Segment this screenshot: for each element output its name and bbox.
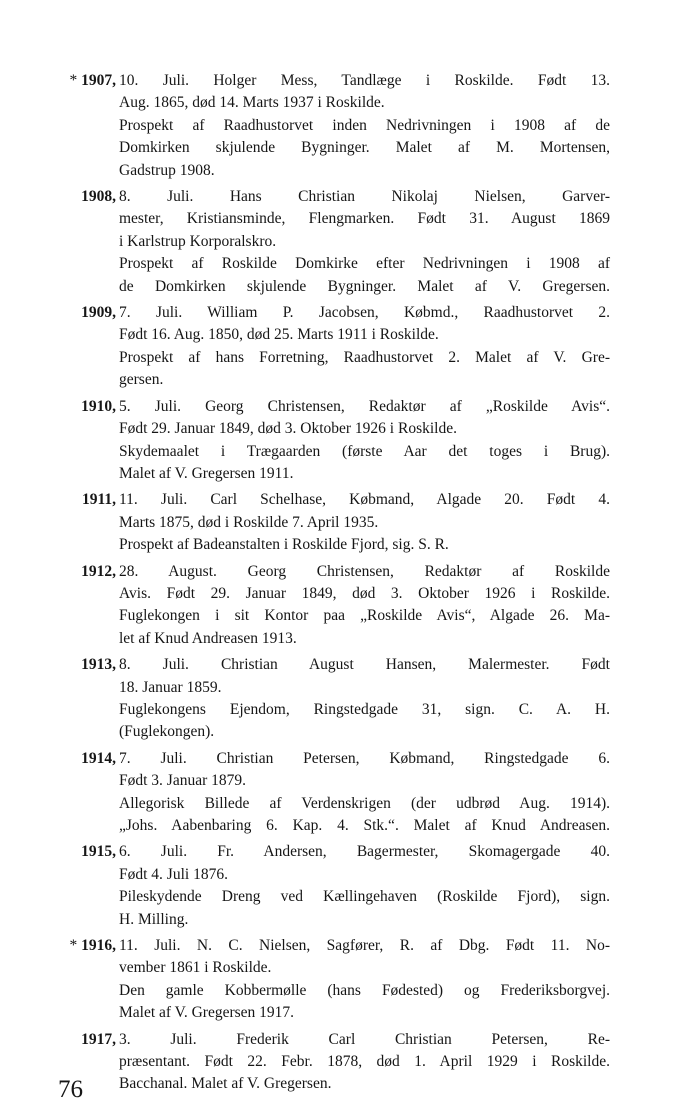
entry-line: Fuglekongens Ejendom, Ringstedgade 31, sign. C. A. H. [119, 700, 610, 718]
entry-year-label: 1907, [81, 72, 116, 89]
entry-text [119, 748, 610, 838]
entry-1916 [0, 935, 700, 1025]
entry-line: 3. Juli. Frederik Carl Christian Petersen, Re- [119, 1030, 610, 1048]
entry-line: de Domkirken skjulende Bygninger. Malet af V. Gregersen. [119, 277, 610, 295]
entry-line: 8. Juli. Christian August Hansen, Malermester. Født [119, 656, 610, 674]
entry-1911 [0, 489, 700, 556]
entry-1915 [0, 841, 700, 931]
entry-star: * [69, 937, 78, 955]
entry-line: Pileskydende Dreng ved Kællingehaven (Roskilde Fjord), sign. [119, 888, 610, 906]
entry-line: Prospekt af Raadhustorvet inden Nedrivningen i 1908 af de [119, 116, 610, 134]
entry-line: vember 1861 i Roskilde. [119, 959, 272, 977]
entry-line: Født 4. Juli 1876. [119, 865, 228, 883]
entry-line: „Johs. Aabenbaring 6. Kap. 4. Stk.“. Malet af Knud Andreasen. [119, 817, 610, 834]
entry-line: mester, Kristiansminde, Flengmarken. Født 31. August 1869 [119, 210, 610, 228]
entry-line: H. Milling. [119, 910, 189, 928]
entry-text [119, 186, 610, 298]
entry-line: gersen. [119, 371, 164, 389]
entry-text [119, 841, 610, 931]
entry-line: Fuglekongen i sit Kontor paa „Roskilde Avis“, Algade 26. Ma- [119, 607, 610, 625]
entry-year [54, 302, 116, 324]
entry-line: i Karlstrup Korporalskro. [119, 232, 277, 250]
entry-year [54, 489, 116, 511]
entry-1914 [0, 748, 700, 838]
entry-text [119, 654, 610, 744]
entry-text [119, 561, 610, 651]
entry-text [119, 935, 610, 1025]
entry-year-label: 1910, [81, 397, 116, 415]
entry-year [54, 396, 116, 418]
entry-line: Marts 1875, død i Roskilde 7. April 1935. [119, 513, 379, 531]
entry-year-label: 1915, [81, 843, 116, 861]
entry-1909 [0, 302, 700, 392]
entry-line: Malet af V. Gregersen 1917. [119, 1004, 295, 1022]
entry-line: Bacchanal. Malet af V. Gregersen. [119, 1075, 332, 1093]
entry-line: (Fuglekongen). [119, 723, 215, 741]
entry-line: Født 16. Aug. 1850, død 25. Marts 1911 i Roskilde. [119, 326, 439, 344]
entry-year-label: 1914, [81, 749, 116, 767]
entry-year [54, 1029, 116, 1051]
entry-year-label: 1909, [81, 304, 116, 322]
entry-line: præsentant. Født 22. Febr. 1878, død 1. April 1929 i Roskilde. [119, 1053, 610, 1071]
entry-1907 [0, 70, 700, 182]
entry-text [119, 70, 610, 182]
document-page [0, 70, 700, 1100]
entry-text [119, 396, 610, 486]
entry-line: Avis. Født 29. Januar 1849, død 3. Oktober 1926 i Roskilde. [119, 584, 610, 602]
entry-text [119, 1029, 610, 1096]
entry-year [54, 186, 116, 208]
entry-line: 28. August. Georg Christensen, Redaktør af Roskilde [119, 562, 610, 580]
entry-line: Prospekt af Badeanstalten i Roskilde Fjord, sig. S. R. [119, 536, 449, 554]
entry-line: Aug. 1865, død 14. Marts 1937 i Roskilde. [119, 94, 385, 112]
entry-line: Prospekt af hans Forretning, Raadhustorvet 2. Malet af V. Gre- [119, 348, 610, 366]
entry-1910 [0, 396, 700, 486]
entry-year [54, 654, 116, 676]
entry-star: * [69, 72, 78, 89]
entry-line: Malet af V. Gregersen 1911. [119, 464, 294, 482]
entry-line: 7. Juli. Christian Petersen, Købmand, Ringstedgade 6. [119, 749, 610, 767]
entry-line: 10. Juli. Holger Mess, Tandlæge i Roskilde. Født 13. [119, 72, 610, 89]
entry-year-label: 1908, [81, 188, 116, 206]
entry-line: Født 29. Januar 1849, død 3. Oktober 1926 i Roskilde. [119, 420, 457, 438]
entry-year-label: 1913, [81, 656, 116, 674]
entry-year [54, 561, 116, 583]
entry-line: 6. Juli. Fr. Andersen, Bagermester, Skomagergade 40. [119, 843, 610, 861]
page-number: 76 [58, 1076, 83, 1103]
entry-line: Født 3. Januar 1879. [119, 772, 247, 790]
entry-line: Domkirken skjulende Bygninger. Malet af M. Mortensen, [119, 139, 610, 157]
entry-text [119, 489, 610, 556]
entry-year [54, 841, 116, 863]
entry-year [54, 748, 116, 770]
entry-year [54, 935, 116, 957]
entry-year [54, 70, 116, 92]
entry-line: 8. Juli. Hans Christian Nikolaj Nielsen, Garver- [119, 188, 610, 206]
entry-line: let af Knud Andreasen 1913. [119, 629, 297, 647]
entry-line: Skydemaalet i Trægaarden (første Aar det toges i Brug). [119, 442, 610, 460]
entry-line: 5. Juli. Georg Christensen, Redaktør af „Roskilde Avis“. [119, 397, 610, 415]
entry-line: 18. Januar 1859. [119, 678, 222, 696]
entry-line: Prospekt af Roskilde Domkirke efter Nedrivningen i 1908 af [119, 255, 610, 273]
entry-1917 [0, 1029, 700, 1096]
entry-line: 11. Juli. Carl Schelhase, Købmand, Algade 20. Født 4. [119, 491, 610, 509]
entry-1913 [0, 654, 700, 744]
entry-text [119, 302, 610, 392]
entry-line: Den gamle Kobbermølle (hans Fødested) og Frederiksborgvej. [119, 981, 610, 999]
entry-line: Gadstrup 1908. [119, 161, 215, 179]
entry-year-label: 1912, [81, 562, 116, 580]
entry-year-label: 1911, [81, 491, 116, 509]
entry-year-label: 1917, [81, 1030, 116, 1048]
entry-line: 11. Juli. N. C. Nielsen, Sagfører, R. af Dbg. Født 11. No- [119, 937, 610, 955]
entry-1912 [0, 561, 700, 651]
entry-year-label: 1916, [81, 937, 116, 955]
entry-1908 [0, 186, 700, 298]
entry-line: Allegorisk Billede af Verdenskrigen (der udbrød Aug. 1914). [119, 794, 610, 812]
entry-line: 7. Juli. William P. Jacobsen, Købmd., Raadhustorvet 2. [119, 304, 610, 322]
